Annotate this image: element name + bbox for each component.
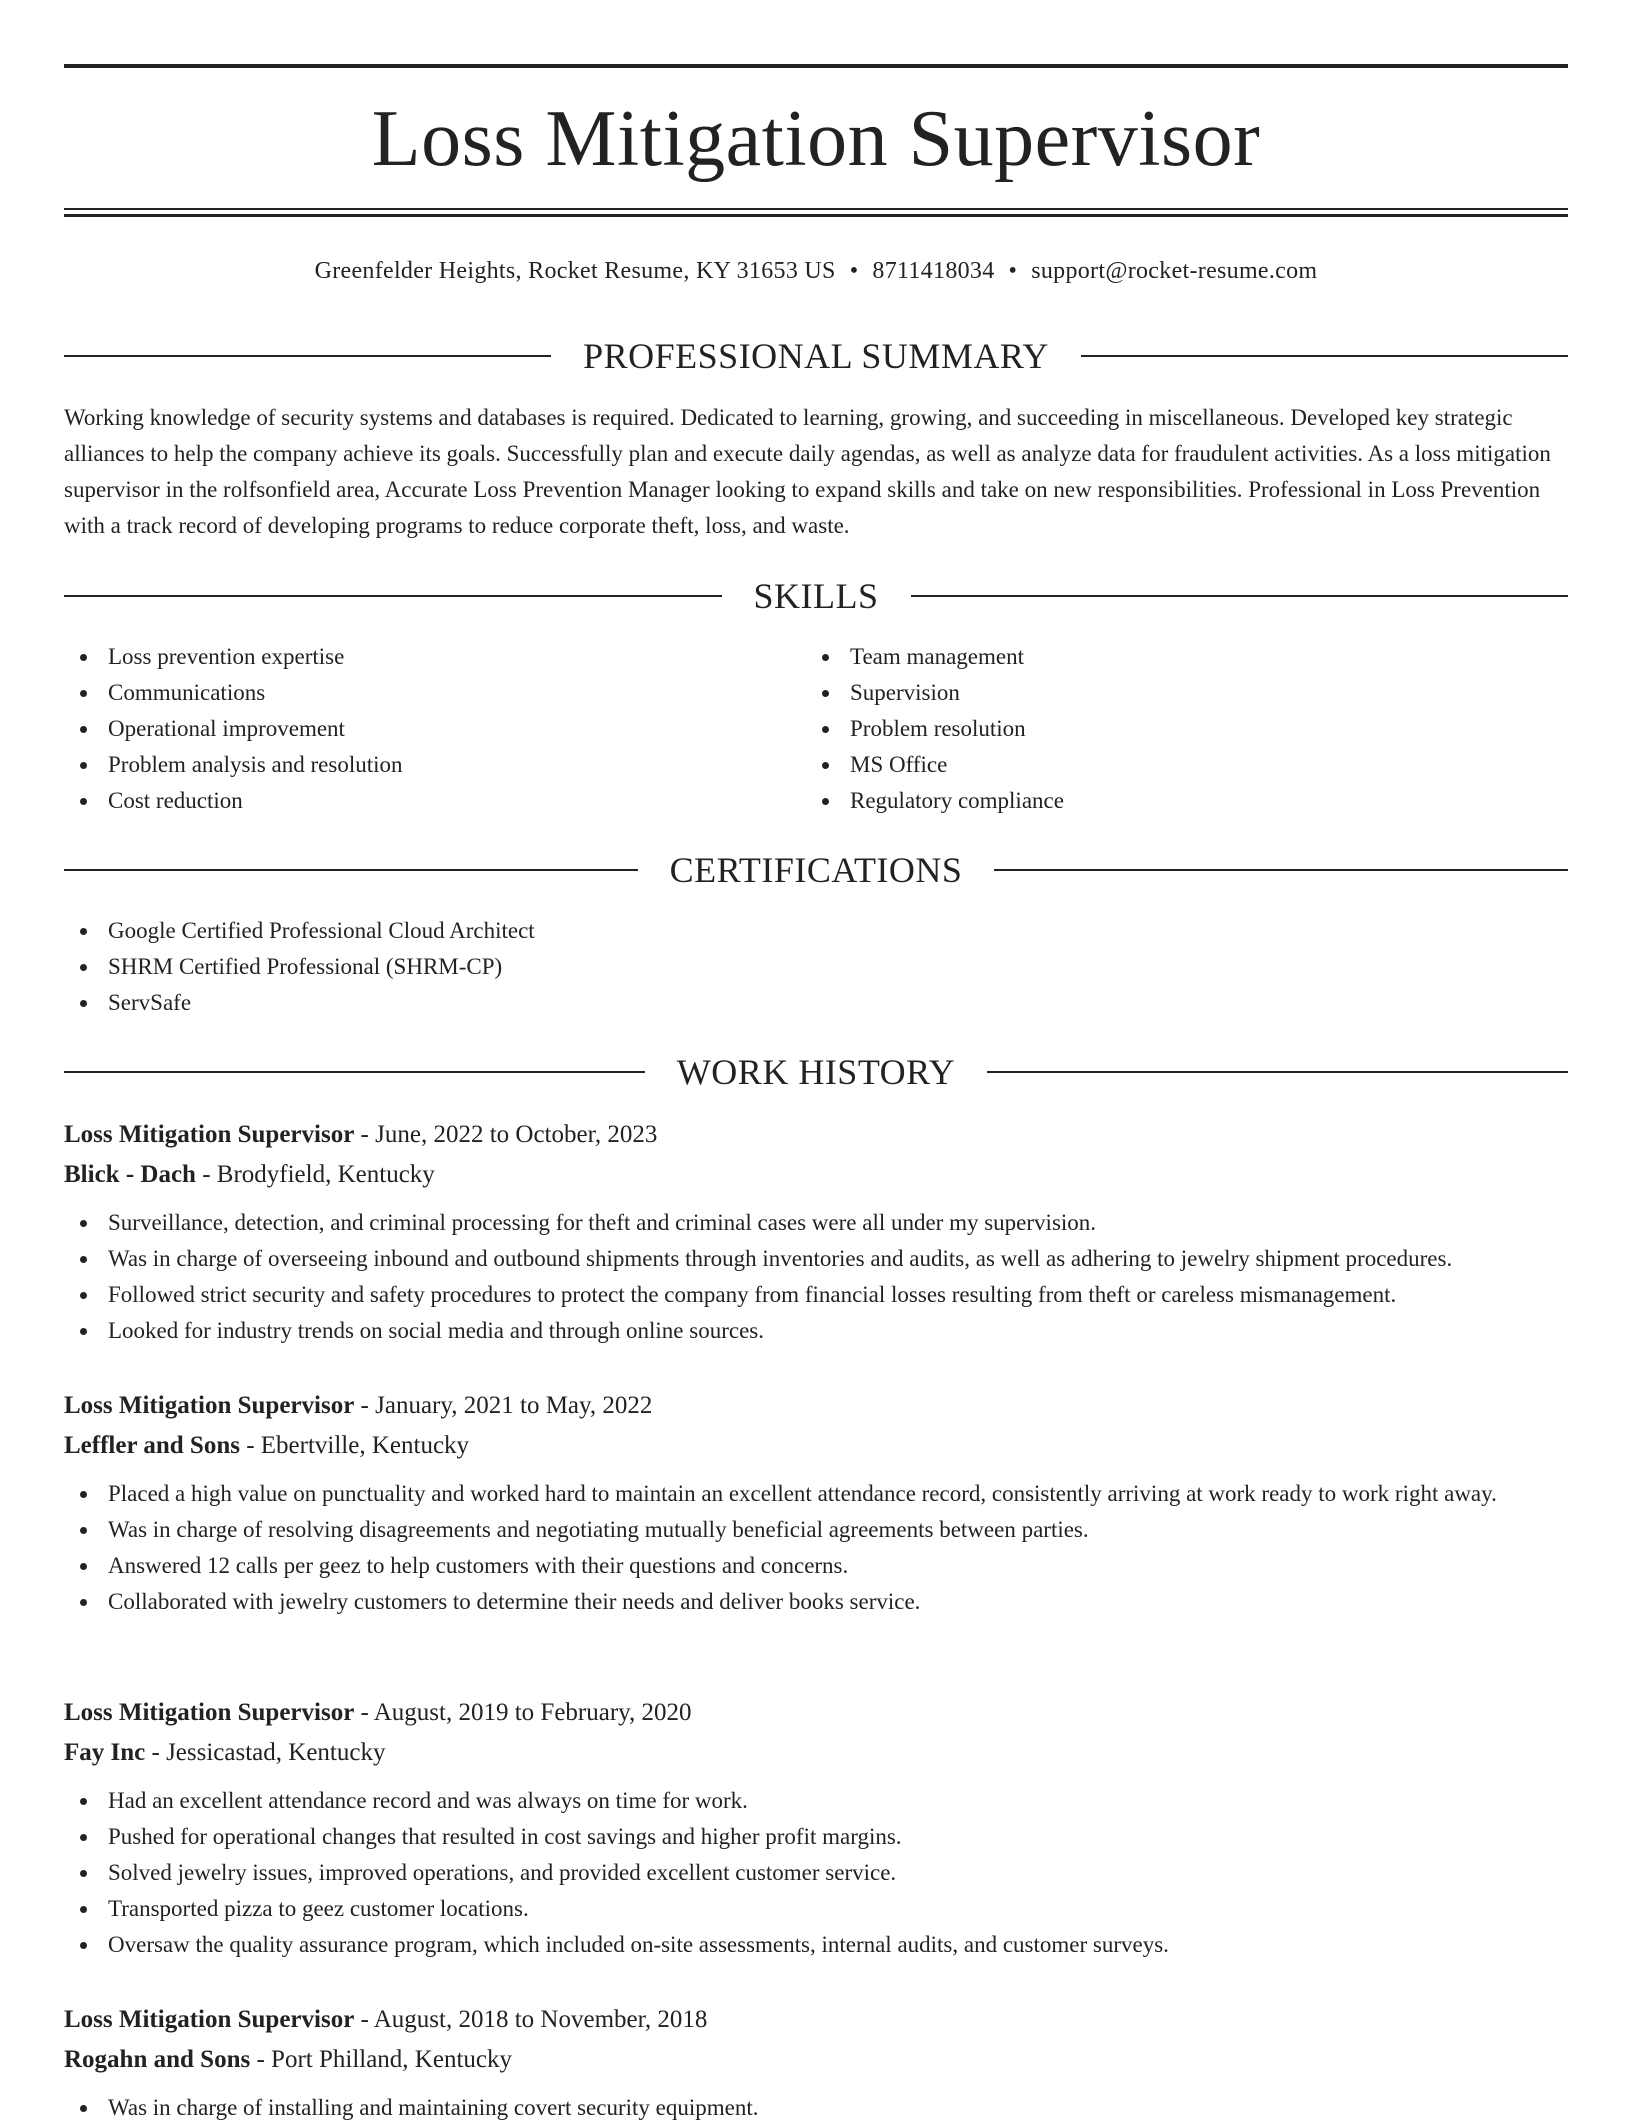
contact-separator: • [849, 258, 859, 284]
job-bullet: Had an excellent attendance record and was always on time for work. [64, 1783, 1568, 1819]
skill-item: Team management [806, 639, 1506, 675]
skills-column-right [806, 639, 1506, 819]
certifications-heading [64, 848, 1568, 892]
contact-address: Greenfelder Heights, Rocket Resume, KY 31653 US [314, 258, 836, 284]
job-bullet: Was in charge of overseeing inbound and outbound shipments through inventories and audits, as well as adhering to jewelry shipment procedures. [64, 1241, 1568, 1277]
skill-item: Loss prevention expertise [64, 639, 764, 675]
job-bullet: Oversaw the quality assurance program, which included on-site assessments, internal audits, and customer surveys. [64, 1927, 1568, 1963]
job-dates: - August, 2018 to November, 2018 [354, 2006, 708, 2033]
skill-item: Problem analysis and resolution [64, 747, 764, 783]
summary-heading-text: PROFESSIONAL SUMMARY [583, 336, 1049, 376]
certification-item: ServSafe [64, 985, 1568, 1021]
job-bullet: Was in charge of resolving disagreements and negotiating mutually beneficial agreements between parties. [64, 1512, 1568, 1548]
header-top-rule [64, 64, 1568, 68]
skills-list-left [64, 639, 764, 819]
job-title: Loss Mitigation Supervisor [64, 2006, 355, 2033]
work-history-heading [64, 1050, 1568, 1094]
contact-email: support@rocket-resume.com [1031, 258, 1318, 284]
job-company-line [64, 1155, 1568, 1195]
job-company: Blick - Dach [64, 1161, 196, 1188]
job-dates: - August, 2019 to February, 2020 [354, 1699, 692, 1726]
certifications-list [64, 913, 1568, 1021]
resume-name: Loss Mitigation Supervisor [371, 95, 1261, 183]
job-company-line [64, 1426, 1568, 1466]
job-title: Loss Mitigation Supervisor [64, 1699, 355, 1726]
job-title-line [64, 1693, 1568, 1733]
contact-line [64, 254, 1568, 288]
skill-item: MS Office [806, 747, 1506, 783]
job-location: - Jessicastad, Kentucky [145, 1739, 386, 1766]
header-double-rule [64, 208, 1568, 217]
heading-rule-right [994, 869, 1568, 871]
heading-rule-right [911, 595, 1569, 597]
job-location: - Brodyfield, Kentucky [195, 1161, 435, 1188]
job-dates: - June, 2022 to October, 2023 [354, 1121, 658, 1148]
contact-phone: 8711418034 [872, 258, 995, 284]
skill-item: Regulatory compliance [806, 783, 1506, 819]
job-entry [64, 1115, 1568, 1349]
job-bullets [64, 1783, 1568, 1963]
summary-heading [64, 334, 1568, 378]
job-bullet: Solved jewelry issues, improved operations, and provided excellent customer service. [64, 1855, 1568, 1891]
job-bullet: Answered 12 calls per geez to help customers with their questions and concerns. [64, 1548, 1568, 1584]
job-location: - Port Philland, Kentucky [250, 2046, 512, 2073]
job-title-line [64, 1115, 1568, 1155]
job-bullet: Surveillance, detection, and criminal processing for theft and criminal cases were all under my supervision. [64, 1205, 1568, 1241]
job-location: - Ebertville, Kentucky [239, 1432, 470, 1459]
heading-rule-left [64, 869, 638, 871]
certification-item: Google Certified Professional Cloud Architect [64, 913, 1568, 949]
job-bullet: Placed a high value on punctuality and worked hard to maintain an excellent attendance record, consistently arriving at work ready to work right away. [64, 1476, 1568, 1512]
job-company: Leffler and Sons [64, 1432, 240, 1459]
job-dates: - January, 2021 to May, 2022 [354, 1392, 653, 1419]
job-entry [64, 2000, 1568, 2126]
skills-heading-text: SKILLS [753, 576, 879, 616]
job-title-line [64, 2000, 1568, 2040]
job-bullet: Transported pizza to geez customer locations. [64, 1891, 1568, 1927]
heading-rule-right [987, 1071, 1568, 1073]
job-company-line [64, 1733, 1568, 1773]
job-bullets [64, 1476, 1568, 1620]
certification-item: SHRM Certified Professional (SHRM-CP) [64, 949, 1568, 985]
skill-item: Supervision [806, 675, 1506, 711]
job-title: Loss Mitigation Supervisor [64, 1121, 355, 1148]
job-title: Loss Mitigation Supervisor [64, 1392, 355, 1419]
job-bullets [64, 1205, 1568, 1349]
job-entry [64, 1386, 1568, 1620]
contact-separator: • [1008, 258, 1018, 284]
work-history-heading-text: WORK HISTORY [676, 1052, 956, 1092]
certifications-heading-text: CERTIFICATIONS [669, 850, 963, 890]
job-company: Fay Inc [64, 1739, 146, 1766]
job-entry [64, 1693, 1568, 1963]
job-bullet: Followed strict security and safety procedures to protect the company from financial losses resulting from theft or careless mismanagement. [64, 1277, 1568, 1313]
job-bullet: Was in charge of installing and maintaining covert security equipment. [64, 2090, 1568, 2126]
job-bullet: Looked for industry trends on social media and through online sources. [64, 1313, 1568, 1349]
job-bullet: Collaborated with jewelry customers to determine their needs and deliver books service. [64, 1584, 1568, 1620]
skills-heading [64, 574, 1568, 618]
skill-item: Problem resolution [806, 711, 1506, 747]
job-title-line [64, 1386, 1568, 1426]
job-company-line [64, 2040, 1568, 2080]
heading-rule-right [1081, 355, 1568, 357]
skill-item: Cost reduction [64, 783, 764, 819]
job-bullets [64, 2090, 1568, 2126]
job-bullet: Pushed for operational changes that resulted in cost savings and higher profit margins. [64, 1819, 1568, 1855]
summary-text: Working knowledge of security systems and databases is required. Dedicated to learning, growing, and succeeding in miscellaneous. Developed key strategic alliances to help the company achieve its goals. Successfully plan and execute daily agendas, as well as analyze data for fraudulent activities. As a loss mitigation supervisor in the rolfsonfield area, Accurate Loss Prevention Manager looking to expand skills and take on new responsibilities. Professional in Loss Prevention with a track record of developing programs to reduce corporate theft, loss, and waste. [64, 405, 1551, 538]
skill-item: Communications [64, 675, 764, 711]
heading-rule-left [64, 355, 551, 357]
skill-item: Operational improvement [64, 711, 764, 747]
job-company: Rogahn and Sons [64, 2046, 251, 2073]
heading-rule-left [64, 595, 722, 597]
heading-rule-left [64, 1071, 645, 1073]
skills-column-left [64, 639, 764, 819]
skills-list-right [806, 639, 1506, 819]
